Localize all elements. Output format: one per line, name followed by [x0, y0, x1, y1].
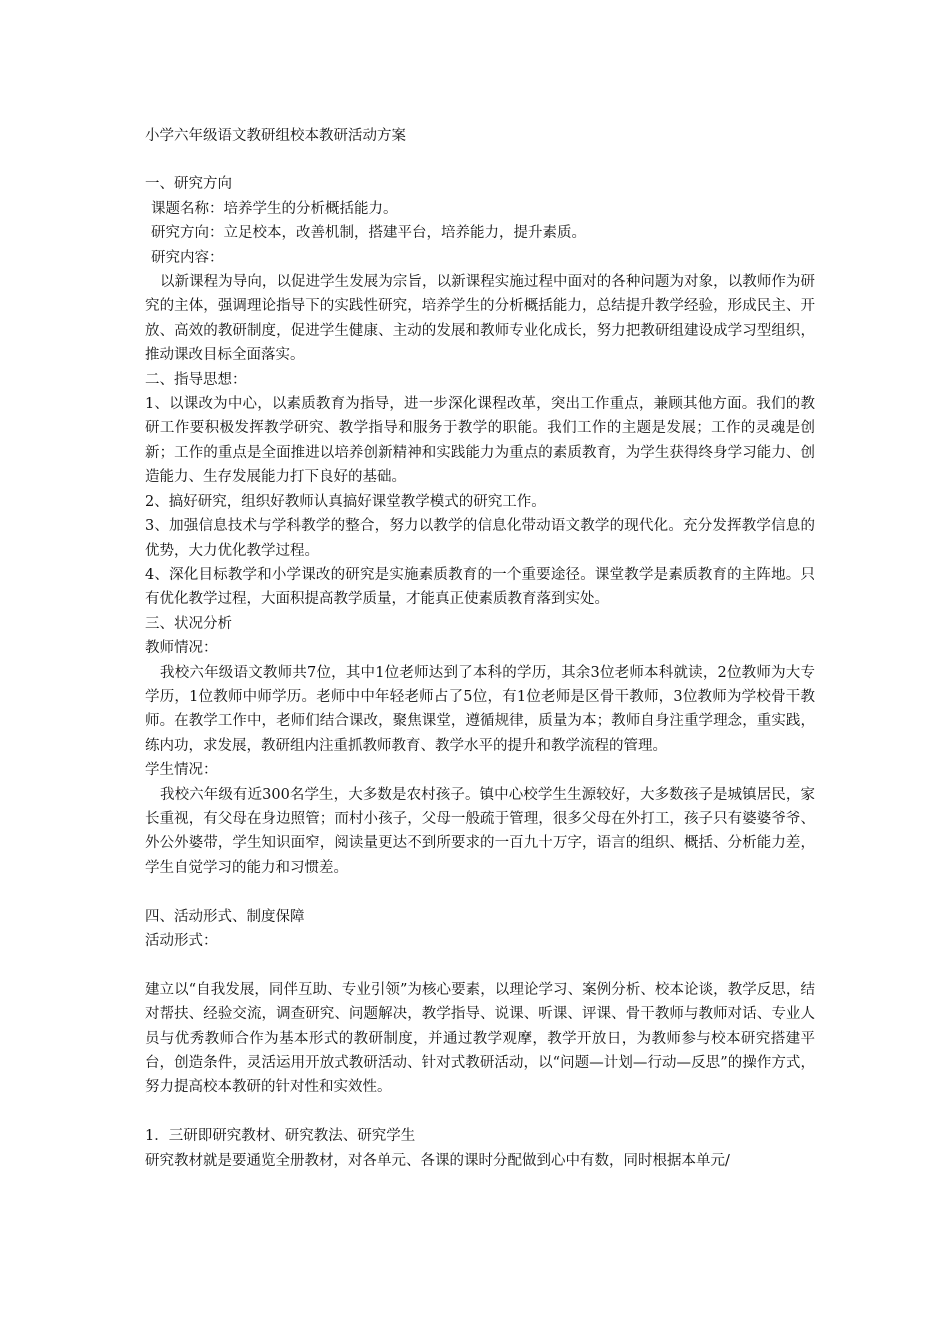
section-4-heading: 四、活动形式、制度保障	[145, 908, 305, 925]
guideline-paragraph-4: 4、深化目标教学和小学课改的研究是实施素质教育的一个重要途径。课堂教学是素质教育的主阵地。只有优化教学过程，大面积提高教学质量，才能真正使素质教育落到实处。	[145, 566, 815, 608]
item-1-heading: 1．三研即研究教材、研究教法、研究学生	[145, 1128, 416, 1145]
document-title: 小学六年级语文教研组校本教研活动方案	[145, 128, 406, 144]
content-label: 研究内容：	[151, 249, 224, 266]
blank-line	[145, 1100, 815, 1124]
teacher-label: 教师情况：	[145, 640, 218, 657]
section-3-heading: 三、状况分析	[145, 615, 232, 632]
item-1-paragraph: 研究教材就是要通览全册教材，对各单元、各课的课时分配做到心中有数，同时根据本单元/	[145, 1152, 730, 1169]
section-1-heading: 一、研究方向	[145, 176, 232, 193]
student-paragraph: 我校六年级有近300名学生，大多数是农村孩子。镇中心校学生生源较好，大多数孩子是城镇居民，家长重视，有父母在身边照管；而村小孩子，父母一般疏于管理，很多父母在外打工，孩子只有婆婆爷爷、外公外婆带，学生知识面窄，阅读量更达不到所要求的一百九十万字，语言的组织、概括、分析能力差，学生自觉学习的能力和习惯差。	[145, 786, 815, 876]
student-label: 学生情况：	[145, 762, 218, 779]
content-paragraph: 以新课程为导向，以促进学生发展为宗旨，以新课程实施过程中面对的各种问题为对象，以教师作为研究的主体，强调理论指导下的实践性研究，培养学生的分析概括能力，总结提升教学经验，形成民主、开放、高效的教研制度，促进学生健康、主动的发展和教师专业化成长，努力把教研组建设成学习型组织，推动课改目标全面落实。	[145, 274, 815, 364]
blank-line	[145, 880, 815, 904]
guideline-paragraph-1: 1、以课改为中心，以素质教育为指导，进一步深化课程改革，突出工作重点，兼顾其他方面。我们的教研工作要积极发挥教学研究、教学指导和服务于教学的职能。我们工作的主题是发展；工作的灵魂是创新；工作的重点是全面推进以培养创新精神和实践能力为重点的素质教育，为学生获得终身学习能力、创造能力、生存发展能力打下良好的基础。	[145, 396, 815, 486]
document-page	[145, 124, 815, 1173]
teacher-paragraph: 我校六年级语文教师共7位，其中1位老师达到了本科的学历，其余3位老师本科就读，2位教师为大专学历，1位教师中师学历。老师中中年轻老师占了5位，有1位老师是区骨干教师，3位教师为学校骨干教师。在教学工作中，老师们结合课改，聚焦课堂，遵循规律，质量为本；教师自身注重学理念，重实践，练内功，求发展，教研组内注重抓教师教育、教学水平的提升和教学流程的管理。	[145, 664, 815, 754]
form-label: 活动形式：	[145, 932, 218, 949]
form-paragraph: 建立以“自我发展，同伴互助、专业引领”为核心要素，以理论学习、案例分析、校本论谈，教学反思，结对帮扶、经验交流，调查研究、问题解决，教学指导、说课、听课、评课、骨干教师与教师对话、专业人员与优秀教师合作为基本形式的教研制度，并通过教学观摩，教学开放日，为教师参与校本研究搭建平台，创造条件，灵活运用开放式教研活动、针对式教研活动，以“问题—计划—行动—反思”的操作方式，努力提高校本教研的针对性和实效性。	[145, 981, 815, 1096]
direction-line: 研究方向：立足校本，改善机制，搭建平台，培养能力，提升素质。	[151, 225, 586, 242]
guideline-paragraph-3: 3、加强信息技术与学科教学的整合，努力以教学的信息化带动语文教学的现代化。充分发挥教学信息的优势，大力优化教学过程。	[145, 518, 815, 559]
section-2-heading: 二、指导思想：	[145, 371, 247, 388]
guideline-paragraph-2: 2、搞好研究，组织好教师认真搞好课堂教学模式的研究工作。	[145, 493, 546, 510]
blank-line	[145, 953, 815, 977]
topic-line: 课题名称：培养学生的分析概括能力。	[151, 200, 398, 217]
